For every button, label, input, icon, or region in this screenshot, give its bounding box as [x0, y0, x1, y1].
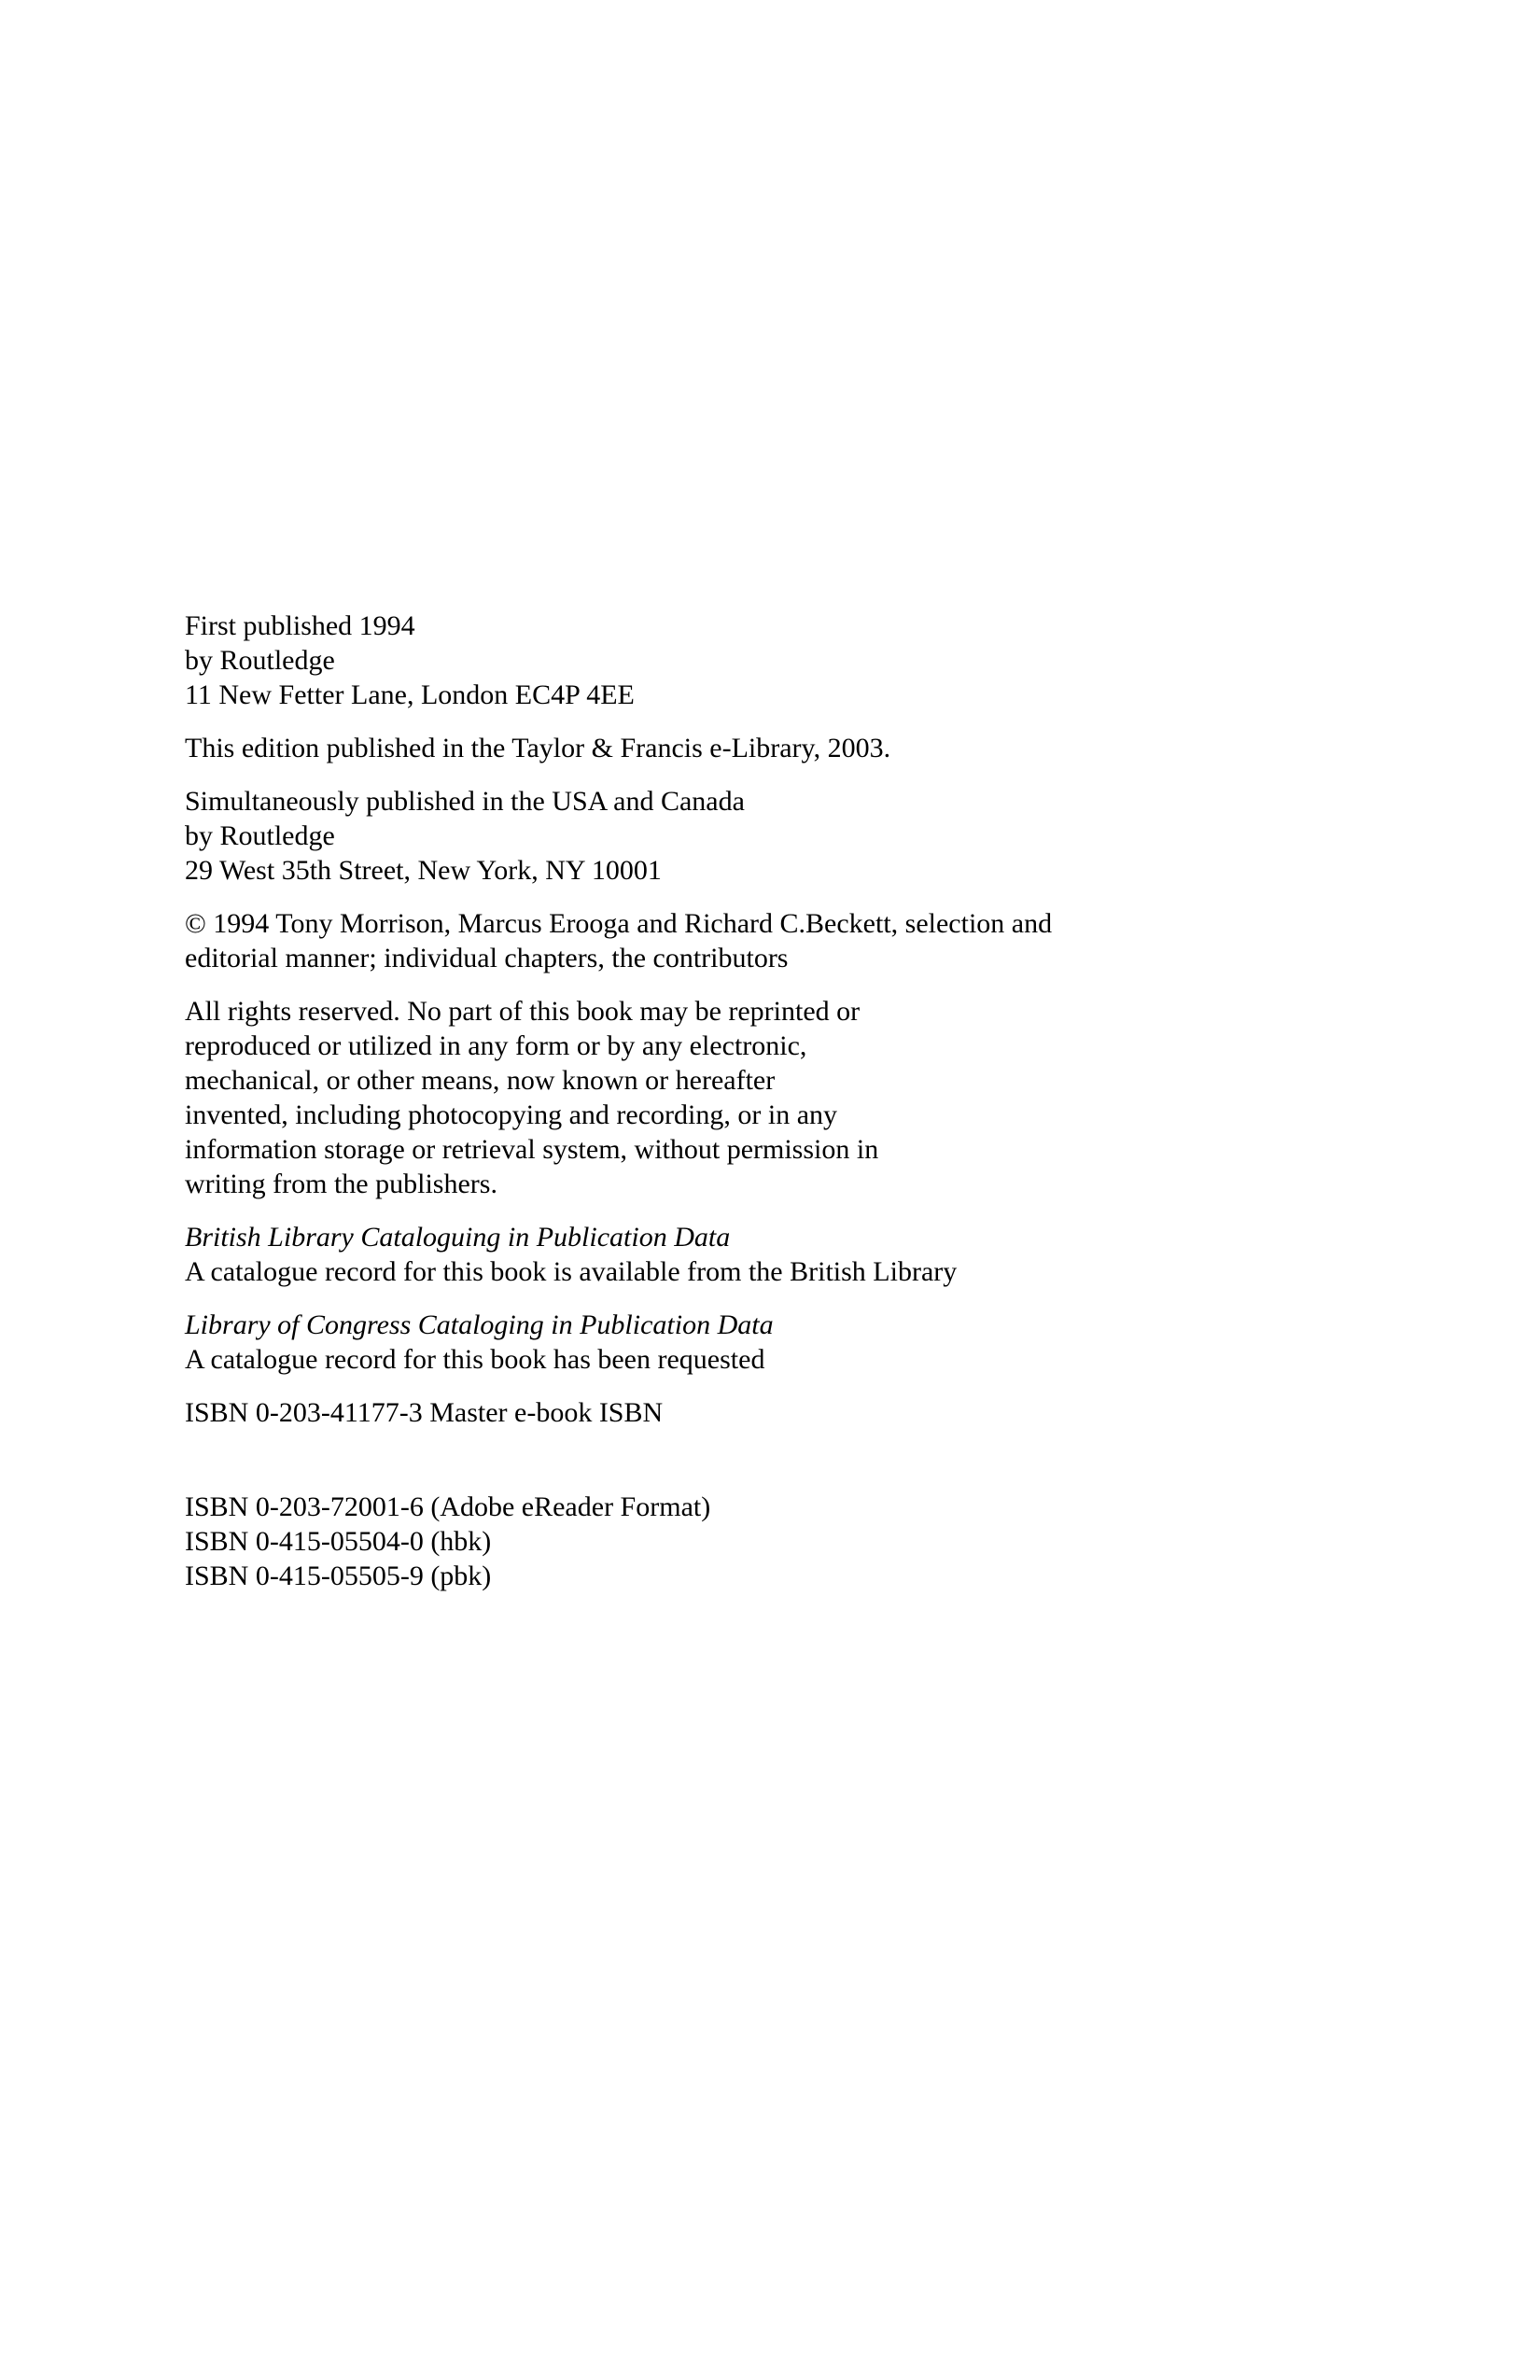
usa-address-line: 29 West 35th Street, New York, NY 10001 [185, 855, 662, 886]
rights-line-5: information storage or retrieval system, without permission in [185, 1134, 879, 1165]
isbn-ereader-line: ISBN 0-203-72001-6 (Adobe eReader Format) [185, 1491, 711, 1522]
copyright-page [185, 609, 1398, 1612]
library-of-congress-line: A catalogue record for this book has been requested [185, 1344, 765, 1375]
edition-block [185, 731, 1398, 765]
library-of-congress-heading: Library of Congress Cataloging in Publication Data [185, 1309, 774, 1340]
master-isbn-line: ISBN 0-203-41177-3 Master e-book ISBN [185, 1397, 664, 1428]
library-of-congress-block [185, 1308, 1398, 1377]
rights-line-3: mechanical, or other means, now known or hereafter [185, 1065, 776, 1096]
usa-publisher-line: by Routledge [185, 820, 335, 851]
usa-publication-line: Simultaneously published in the USA and Canada [185, 786, 745, 817]
copyright-line-1: © 1994 Tony Morrison, Marcus Erooga and Richard C.Beckett, selection and [185, 908, 1053, 939]
british-library-line: A catalogue record for this book is available from the British Library [185, 1256, 958, 1287]
rights-line-2: reproduced or utilized in any form or by any electronic, [185, 1030, 807, 1061]
publisher-line: by Routledge [185, 645, 335, 676]
usa-publication-block [185, 784, 1398, 888]
master-isbn-block [185, 1395, 1398, 1430]
rights-line-6: writing from the publishers. [185, 1169, 497, 1199]
copyright-line-2: editorial manner; individual chapters, the contributors [185, 943, 789, 973]
rights-block [185, 994, 1398, 1201]
publisher-address-line: 11 New Fetter Lane, London EC4P 4EE [185, 679, 635, 710]
rights-line-4: invented, including photocopying and recording, or in any [185, 1099, 838, 1130]
copyright-block [185, 906, 1398, 975]
isbn-pbk-line: ISBN 0-415-05505-9 (pbk) [185, 1561, 492, 1591]
british-library-heading: British Library Cataloguing in Publication Data [185, 1222, 731, 1253]
isbn-block [185, 1490, 1398, 1593]
isbn-hbk-line: ISBN 0-415-05504-0 (hbk) [185, 1526, 492, 1557]
british-library-block [185, 1220, 1398, 1289]
rights-line-1: All rights reserved. No part of this book may be reprinted or [185, 996, 861, 1027]
first-published-line: First published 1994 [185, 610, 415, 641]
edition-line: This edition published in the Taylor & Francis e-Library, 2003. [185, 733, 891, 763]
first-publication-block [185, 609, 1398, 712]
